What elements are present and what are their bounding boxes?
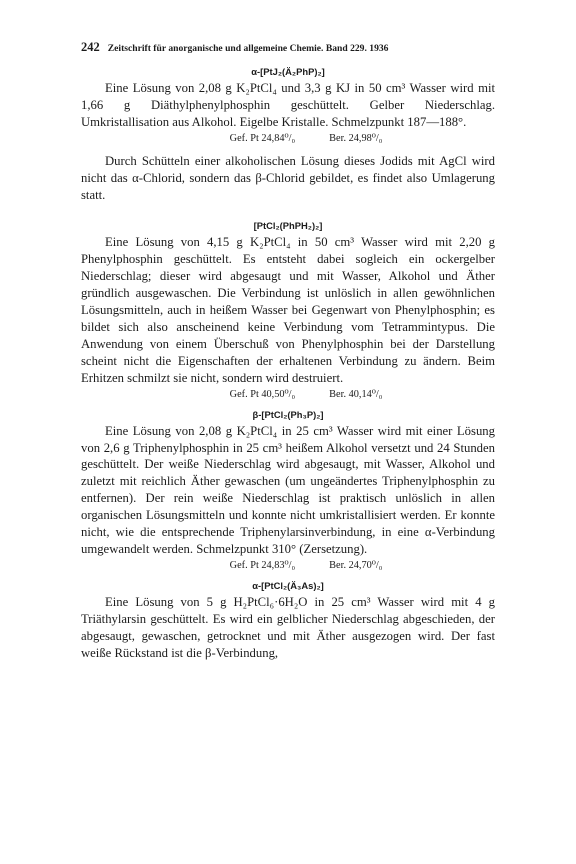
analysis-found: Gef. Pt 40,50⁰/₀	[229, 388, 296, 400]
running-header	[81, 40, 495, 55]
journal-title: Zeitschrift für anorganische und allgemeine Chemie. Band 229. 1936	[107, 43, 389, 54]
analysis-calc: Ber. 24,70⁰/₀	[329, 559, 383, 571]
analysis-calc: Ber. 40,14⁰/₀	[329, 388, 383, 400]
paragraph-3: Eine Lösung von 4,15 g K₂PtCl₄ in 50 cm³ Wasser wird mit 2,20 g Phenylphosphin geschüttelt. Es entsteht dabei sogleich ein ockergelber Niederschlag; dieser wird abgesaugt und mit Wasser, Alkohol und Äther gründlich ausgewaschen. Die Verbindung ist unlöslich in allen gewöhnlichen Lösungsmitteln, auch in heißem Wasser bei Gegenwart von Phenylphosphin; es bildet sich also anscheinend keine Verbindung vom Tetrammintypus. Die Anwendung von einem Überschuß von Phenylphosphin bei der Darstellung scheint nicht die Eigenschaften der erhaltenen Verbindung zu ändern. Beim Erhitzen schmilzt sie nicht, sondern wird destruiert.	[81, 235, 495, 385]
page-number: 242	[81, 40, 100, 54]
paragraph-5: Eine Lösung von 5 g H₂PtCl₆·6H₂O in 25 cm³ Wasser wird mit 4 g Triäthylarsin geschüttelt. Es wird ein gelblicher Niederschlag abgeschieden, der abgesaugt, gewaschen, getrocknet und mit Äther ausgezogen wird. Der fast weiße Rückstand ist die β-Verbindung,	[81, 594, 495, 660]
compound-heading-1: α-[PtJ₂(Ä₂PhP)₂]	[251, 66, 325, 77]
page	[81, 40, 495, 661]
compound-heading-3: β-[PtCl₂(Ph₃P)₂]	[252, 408, 324, 420]
paragraph-4: Eine Lösung von 2,08 g K₂PtCl₄ in 25 cm³ Wasser wird mit einer Lösung von 2,6 g Triphenylphosphin in 25 cm³ heißem Alkohol versetzt und 24 Stunden geschüttelt. Der weiße Niederschlag wird abgesaugt, mit Wasser, Alkohol und zuletzt mit reichlich Äther gewaschen (um ungeändertes Triphenylphosphin zu entfernen). Der rein weiße Niederschlag ist praktisch unlöslich in allen organischen Lösungsmitteln und konnte nicht umkristallisiert werden. Er konnte nicht, wie die entsprechende Triphenylarsinverbindung, in eine α-Verbindung umgewandelt werden. Schmelzpunkt 310° (Zersetzung).	[81, 423, 495, 556]
analysis-line-2	[117, 387, 495, 402]
analysis-line-3	[117, 558, 495, 573]
compound-heading-4: α-[PtCl₂(Ä₃As)₂]	[252, 579, 324, 591]
analysis-line-1	[117, 131, 495, 146]
analysis-calc: Ber. 24,98⁰/₀	[329, 132, 383, 144]
compound-heading-2: [PtCl₂(PhPH₂)₂]	[253, 220, 323, 232]
paragraph-1: Eine Lösung von 2,08 g K₂PtCl₄ und 3,3 g KJ in 50 cm³ Wasser wird mit 1,66 g Diäthylphenylphosphin geschüttelt. Gelber Niederschlag. Umkristallisation aus Alkohol. Eigelbe Kristalle. Schmelzpunkt 187—188°.	[81, 81, 495, 129]
analysis-found: Gef. Pt 24,83⁰/₀	[229, 559, 296, 571]
analysis-found: Gef. Pt 24,84⁰/₀	[229, 132, 296, 144]
paragraph-2: Durch Schütteln einer alkoholischen Lösung dieses Jodids mit AgCl wird nicht das α-Chlorid, sondern das β-Chlorid gebildet, es findet also Umlagerung statt.	[81, 153, 495, 202]
